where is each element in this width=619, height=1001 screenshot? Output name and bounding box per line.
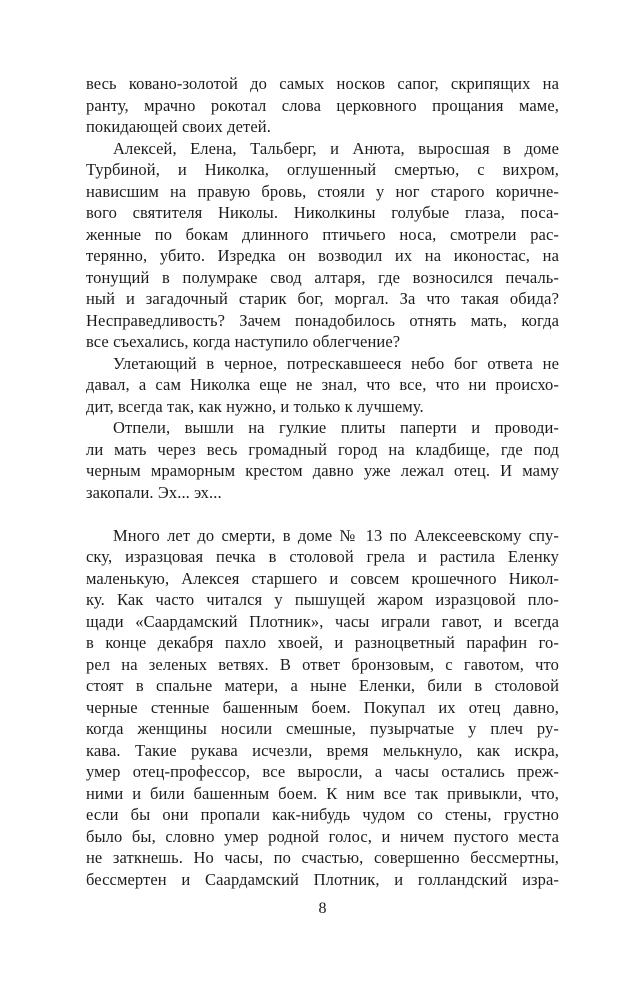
text-line: тонущий в полумраке свод алтаря, где возносился печаль- bbox=[86, 267, 559, 287]
paragraph bbox=[86, 138, 559, 353]
text-line: ли мать через весь громадный город на кладбище, где под bbox=[86, 439, 559, 459]
text-line: ними и били башенным боем. К ним все так привыкли, что, bbox=[86, 783, 559, 803]
text-line: Турбиной, и Николка, оглушенный смертью, с вихром, bbox=[86, 160, 559, 179]
text-line: в конце декабря пахло хвоей, и разноцветный парафин го- bbox=[86, 633, 559, 652]
paragraph bbox=[86, 73, 559, 138]
text-line: дит, всегда так, как нужно, и только к лучшему. bbox=[86, 396, 424, 416]
text-line: Много лет до смерти, в доме № 13 по Алексеевскому спу- bbox=[113, 525, 559, 545]
text-line: давал, а сам Николка еще не знал, что все, что ни происхо- bbox=[86, 375, 559, 394]
text-line: женные по бокам длинного птичьего носа, смотрели рас- bbox=[86, 224, 559, 244]
paragraph bbox=[86, 417, 559, 503]
text-line: когда женщины носили смешные, пузырчатые у плеч ру- bbox=[86, 719, 559, 738]
text-line: умер отец-профессор, все выросли, а часы остались преж- bbox=[86, 762, 559, 781]
text-line: Несправедливость? Зачем понадобилось отнять мать, когда bbox=[86, 310, 559, 330]
text-line: ный и загадочный старик бог, моргал. За что такая обида? bbox=[86, 289, 559, 308]
paragraph bbox=[86, 525, 559, 891]
text-line: не заткнешь. Но часы, по счастью, совершенно бессмертны, bbox=[86, 848, 559, 867]
text-line: Отпели, вышли на гулкие плиты паперти и проводи- bbox=[113, 418, 559, 437]
page-number: 8 bbox=[318, 900, 327, 917]
text-line: рел на зеленых ветвях. В ответ бронзовым, с гавотом, что bbox=[86, 654, 559, 674]
text-line: черным мраморным крестом давно уже лежал отец. И маму bbox=[86, 461, 559, 480]
text-line: ранту, мрачно рокотал слова церковного прощания маме, bbox=[86, 95, 559, 115]
text-line: нависшим на правую бровь, стояли у ног старого коричне- bbox=[86, 181, 559, 201]
text-line: бессмертен и Саардамский Плотник, и голландский изра- bbox=[86, 869, 559, 889]
text-line: ску, изразцовая печка в столовой грела и растила Еленку bbox=[86, 547, 559, 566]
text-line: если бы они пропали как-нибудь чудом со стены, грустно bbox=[86, 805, 559, 824]
text-line: вого святителя Николы. Николкины голубые глаза, поса- bbox=[86, 203, 559, 222]
paragraph bbox=[86, 353, 559, 418]
text-line: черные стенные башенным боем. Покупал их отец давно, bbox=[86, 697, 559, 717]
text-line: щади «Саардамский Плотник», часы играли гавот, и всегда bbox=[86, 611, 559, 631]
text-line: кава. Такие рукава исчезли, время мелькнуло, как искра, bbox=[86, 740, 559, 760]
text-line: было бы, словно умер родной голос, и ничем пустого места bbox=[86, 826, 559, 846]
text-block bbox=[86, 73, 559, 890]
text-line: все съехались, когда наступило облегчение? bbox=[86, 332, 401, 351]
text-line: весь ковано-золотой до самых носков сапог, скрипящих на bbox=[86, 74, 559, 93]
text-line: закопали. Эх... эх... bbox=[86, 482, 222, 502]
text-line: терянно, убито. Изредка он возводил их на иконостас, на bbox=[86, 246, 559, 265]
text-line: стоят в спальне матери, а ныне Еленки, били в столовой bbox=[86, 676, 559, 695]
text-line: Алексей, Елена, Тальберг, и Анюта, выросшая в доме bbox=[113, 138, 559, 158]
text-line: Улетающий в черное, потрескавшееся небо бог ответа не bbox=[113, 353, 559, 373]
text-line: маленькую, Алексея старшего и совсем крошечного Никол- bbox=[86, 568, 559, 588]
text-line: покидающей своих детей. bbox=[86, 117, 271, 136]
text-line: ку. Как часто читался у пышущей жаром изразцовой пло- bbox=[86, 590, 559, 609]
